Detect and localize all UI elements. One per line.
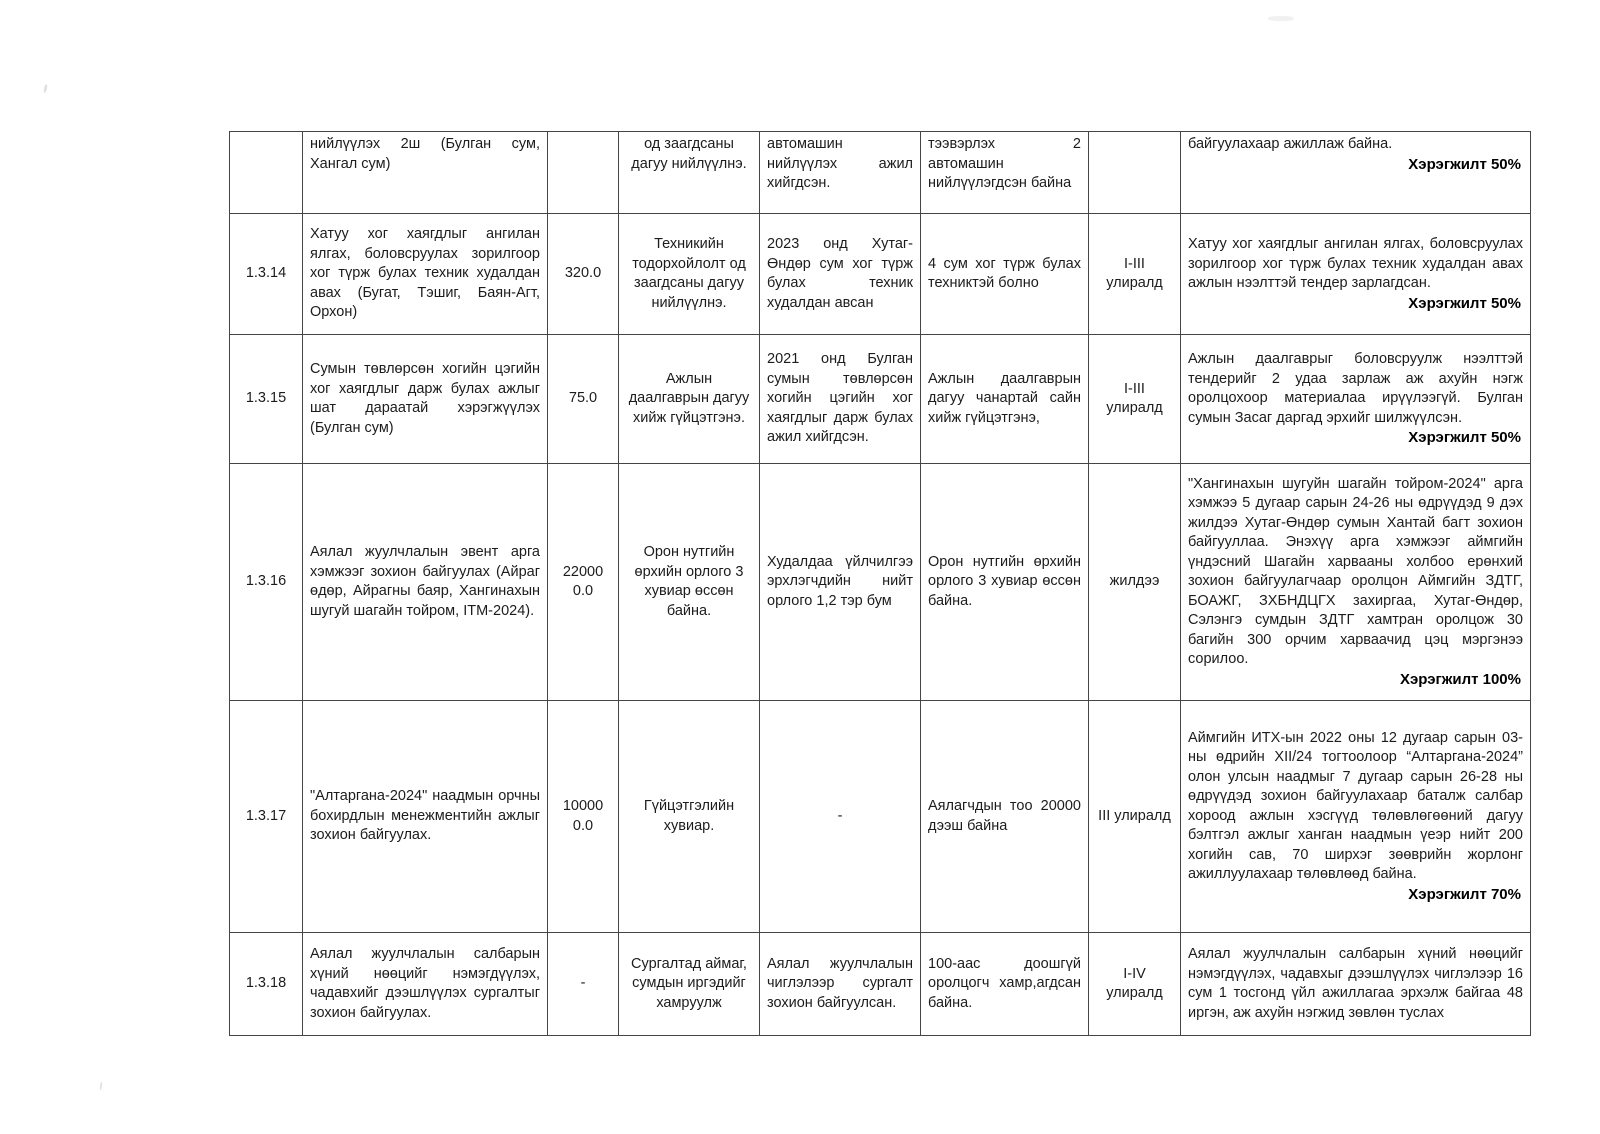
- activity-report-table: [229, 131, 1531, 1036]
- cell-target: Аялагчдын тоо 20000 дээш байна: [921, 701, 1089, 933]
- table-row: [230, 933, 1531, 1036]
- cell-budget: [548, 132, 619, 214]
- cell-indicator: Сургалтад аймаг, сумдын иргэдийг хамруулж: [619, 933, 760, 1036]
- cell-budget: 75.0: [548, 335, 619, 464]
- cell-period: I-III улиралд: [1089, 214, 1181, 335]
- status-text: Ажлын даалгаврыг боловсруулж нээлттэй тендерийг 2 удаа зарлаж аж ахуйн нэгж оролцохоор материалаа ирүүлээгүй. Булган сумын Засаг даргад эрхийг шилжүүлсэн.: [1188, 351, 1523, 426]
- cell-period: III улиралд: [1089, 701, 1181, 933]
- cell-row-number: 1.3.17: [230, 701, 303, 933]
- cell-budget: 22000 0.0: [548, 464, 619, 701]
- cell-status: [1181, 464, 1531, 701]
- cell-indicator: Гүйцэтгэлийн хувиар.: [619, 701, 760, 933]
- cell-target: тээвэрлэх 2 автомашин нийлүүлэгдсэн байна: [921, 132, 1089, 214]
- cell-row-number: 1.3.15: [230, 335, 303, 464]
- status-text: байгуулахаар ажиллаж байна.: [1188, 136, 1393, 152]
- cell-indicator: од заагдсаны дагуу нийлүүлнэ.: [619, 132, 760, 214]
- cell-activity: Сумын төвлөрсөн хогийн цэгийн хог хаягдлыг дарж булах ажлыг шат дараатай хэрэгжүүлэх (Булган сум): [303, 335, 548, 464]
- cell-activity: Аялал жуулчлалын салбарын хүний нөөцийг нэмэгдүүлэх, чадавхийг дээшлүүлэх сургалтыг зохион байгуулах.: [303, 933, 548, 1036]
- table-row: [230, 214, 1531, 335]
- cell-activity: Хатуу хог хаягдлыг ангилан ялгах, боловсруулах зорилгоор хог түрж булах техник худалдан авах (Бугат, Тэшиг, Баян-Агт, Орхон): [303, 214, 548, 335]
- status-text: "Хангинахын шугуйн шагайн тойром-2024" арга хэмжээ 5 дугаар сарын 24-26 ны өдрүүдэд 9 дэх жилдээ Хутаг-Өндөр сумын Хантай багт зохион байгууллаа. Энэхүү арга хэмжээг аймгийн үндэсний Шагайн харвааны холбоо ерөнхий зохион байгуулагчаар оролцон Аймгийн ЗДТГ, БОАЖГ, ЗХБНДЦГХ захиргаа, Хутаг-Өндөр, Сэлэнгэ сумдын ЗДТГ хамтран оролцож 30 багийн 300 орчим харваачид цэц мэргэнээ сорилоо.: [1188, 475, 1523, 668]
- status-percentage: Хэрэгжилт 50%: [1408, 429, 1521, 447]
- cell-period: I-III улиралд: [1089, 335, 1181, 464]
- status-percentage: Хэрэгжилт 50%: [1408, 155, 1521, 173]
- cell-status: [1181, 933, 1531, 1036]
- cell-indicator: Ажлын даалгаврын дагуу хийж гүйцэтгэнэ.: [619, 335, 760, 464]
- table-row: [230, 335, 1531, 464]
- cell-target: Орон нутгийн өрхийн орлого 3 хувиар өссөн байна.: [921, 464, 1089, 701]
- cell-period: жилдээ: [1089, 464, 1181, 701]
- cell-row-number: 1.3.14: [230, 214, 303, 335]
- cell-row-number: 1.3.18: [230, 933, 303, 1036]
- cell-target: 4 сум хог түрж булах техниктэй болно: [921, 214, 1089, 335]
- scan-artifact: [43, 84, 48, 93]
- table-row: [230, 701, 1531, 933]
- cell-performance: Аялал жуулчлалын чиглэлээр сургалт зохион байгуулсан.: [760, 933, 921, 1036]
- cell-indicator: Орон нутгийн өрхийн орлого 3 хувиар өссөн байна.: [619, 464, 760, 701]
- table-row: [230, 464, 1531, 701]
- cell-row-number: 1.3.16: [230, 464, 303, 701]
- cell-performance: 2023 онд Хутаг-Өндөр сум хог түрж булах техник худалдан авсан: [760, 214, 921, 335]
- cell-performance: Худалдаа үйлчилгээ эрхлэгчдийн нийт орлого 1,2 тэр бум: [760, 464, 921, 701]
- cell-budget: 320.0: [548, 214, 619, 335]
- table-row: [230, 132, 1531, 214]
- cell-row-number: [230, 132, 303, 214]
- cell-period: [1089, 132, 1181, 214]
- status-percentage: Хэрэгжилт 100%: [1399, 670, 1521, 688]
- scan-artifact: [99, 1082, 102, 1090]
- status-text: Хатуу хог хаягдлыг ангилан ялгах, боловсруулах зорилгоор хог түрж булах техник худалдан авах ажлын нээлттэй тендер зарлагдсан.: [1188, 236, 1523, 291]
- cell-status: [1181, 214, 1531, 335]
- cell-activity: Аялал жуулчлалын эвент арга хэмжээг зохион байгуулах (Айраг өдөр, Айрагны баяр, Хангинахын шугуй шагайн тойром, ITM-2024).: [303, 464, 548, 701]
- cell-target: 100-аас доошгүй оролцогч хамр,агдсан байна.: [921, 933, 1089, 1036]
- cell-target: Ажлын даалгаврын дагуу чанартай сайн хийж гүйцэтгэнэ,: [921, 335, 1089, 464]
- cell-budget: 10000 0.0: [548, 701, 619, 933]
- status-text: Аймгийн ИТХ-ын 2022 оны 12 дугаар сарын 03-ны өдрийн XII/24 тогтоолоор “Алтаргана-2024” олон улсын наадмыг 7 дугаар сарын 26-28 ны өдрүүдэд зохион байгуулахаар баталж салбар хороод ажлын хэсгүүд төлөвлөгөөний дагуу бэлтгэл ажлыг ханган наадмын үеэр нийт 200 хогийн сав, 70 ширхэг зөөврийн жорлонг ажиллуулахаар төлөвлөөд байна.: [1188, 729, 1523, 883]
- cell-status: [1181, 335, 1531, 464]
- cell-performance: 2021 онд Булган сумын төвлөрсөн хогийн цэгийн хог хаягдлыг дарж булах ажил хийгдсэн.: [760, 335, 921, 464]
- scan-artifact: [1268, 16, 1294, 21]
- cell-status: [1181, 132, 1531, 214]
- cell-performance: -: [760, 701, 921, 933]
- status-percentage: Хэрэгжилт 70%: [1408, 885, 1521, 903]
- cell-activity: "Алтаргана-2024" наадмын орчны бохирдлын менежментийн ажлыг зохион байгуулах.: [303, 701, 548, 933]
- cell-indicator: Техникийн тодорхойлолт од заагдсаны дагуу нийлүүлнэ.: [619, 214, 760, 335]
- cell-period: I-IV улиралд: [1089, 933, 1181, 1036]
- status-percentage: Хэрэгжилт 50%: [1408, 294, 1521, 312]
- cell-status: [1181, 701, 1531, 933]
- cell-activity: нийлүүлэх 2ш (Булган сум, Хангал сум): [303, 132, 548, 214]
- cell-performance: автомашин нийлүүлэх ажил хийгдсэн.: [760, 132, 921, 214]
- cell-budget: -: [548, 933, 619, 1036]
- status-text: Аялал жуулчлалын салбарын хүний нөөцийг нэмэгдүүлэх, чадавхыг дээшлүүлэх чиглэлээр 16 сум 1 тосгонд үйл ажиллагаа эрхэлж байгаа 48 иргэн, аж ахуйн нэгжид зөвлөн туслах: [1188, 946, 1523, 1021]
